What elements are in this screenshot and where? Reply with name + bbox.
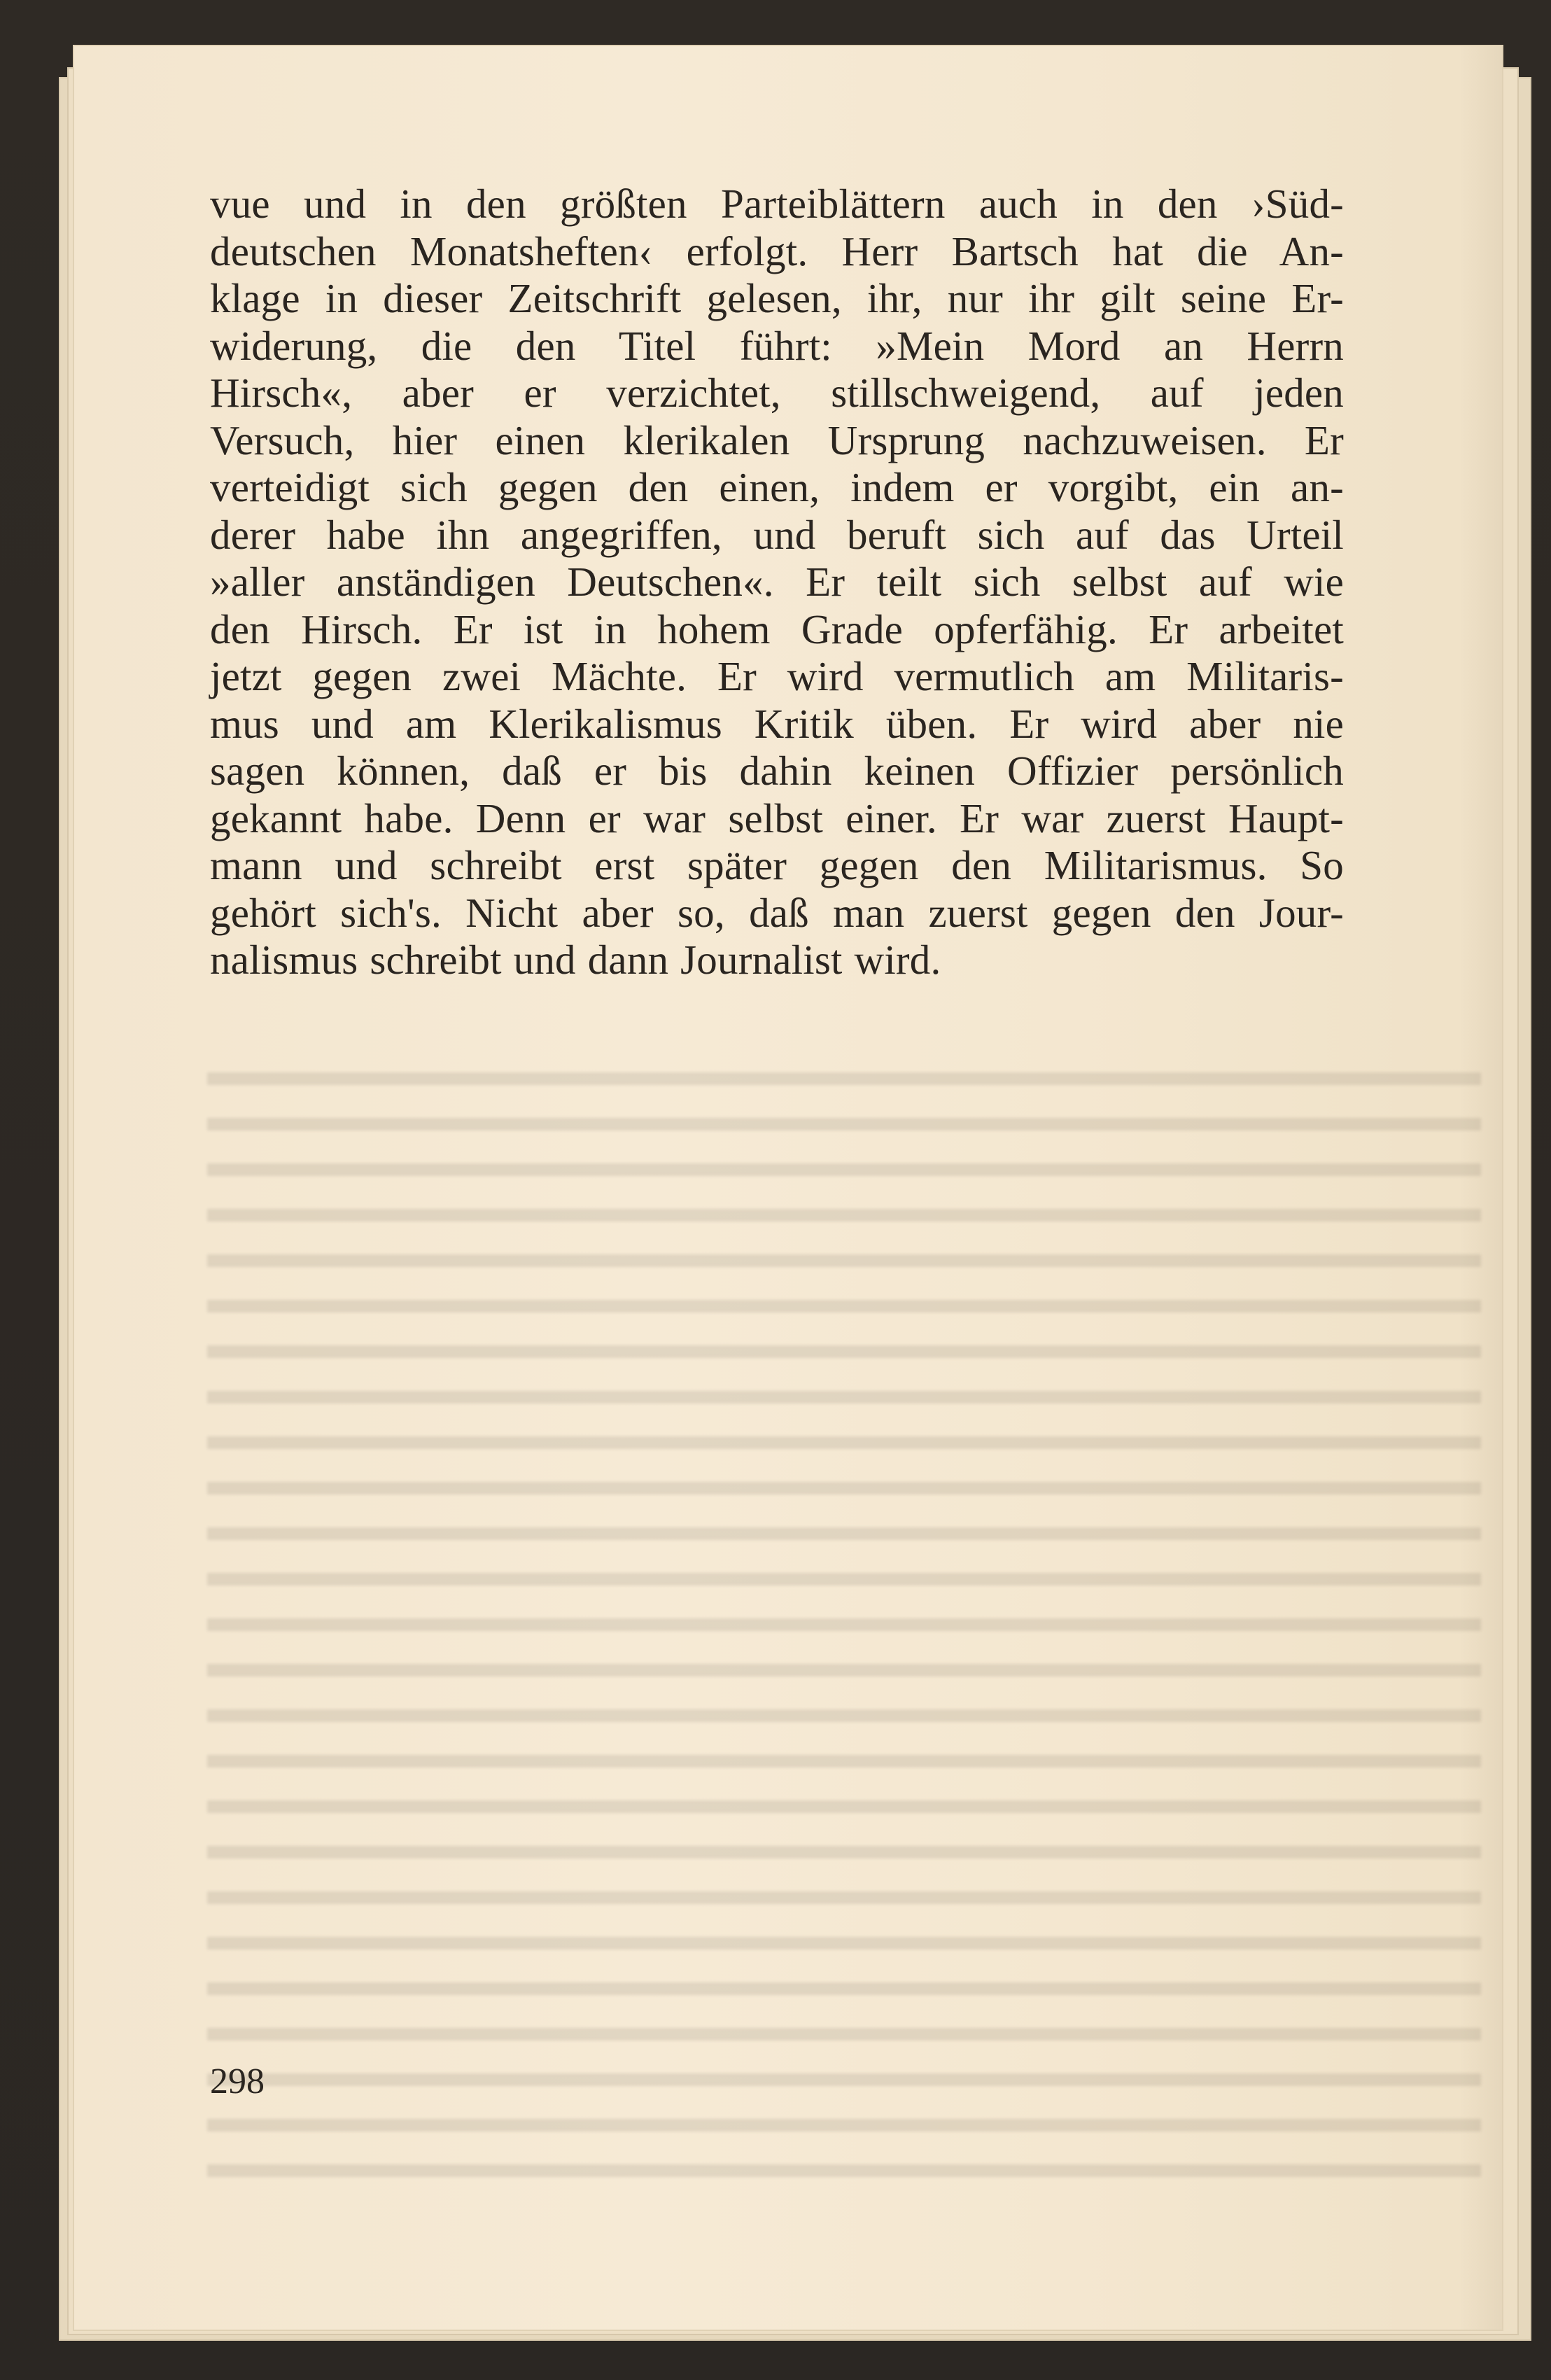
page-number: 298 — [210, 2062, 265, 2101]
show-through-texture — [207, 1054, 1481, 2202]
text-line: verteidigt sich gegen den einen, indem er vorgibt, ein an- — [210, 464, 1344, 510]
text-line: gehört sich's. Nicht aber so, daß man zuerst gegen den Jour- — [210, 889, 1344, 936]
text-line: nalismus schreibt und dann Journalist wird. — [210, 937, 941, 983]
text-line: Versuch, hier einen klerikalen Ursprung nachzuweisen. Er — [210, 416, 1344, 463]
page-edge-shadow — [1460, 46, 1502, 2330]
text-line: mann und schreibt erst später gegen den Militarismus. So — [210, 842, 1344, 888]
text-line: gekannt habe. Denn er war selbst einer. Er war zuerst Haupt- — [210, 794, 1344, 841]
text-line: den Hirsch. Er ist in hohem Grade opferfähig. Er arbeitet — [210, 606, 1344, 652]
text-line: widerung, die den Titel führt: »Mein Mord an Herrn — [210, 322, 1344, 369]
text-line: sagen können, daß er bis dahin keinen Offizier persönlich — [210, 748, 1344, 794]
text-line: »aller anständigen Deutschen«. Er teilt sich selbst auf wie — [210, 559, 1344, 605]
text-line: jetzt gegen zwei Mächte. Er wird vermutlich am Militaris- — [210, 653, 1344, 699]
text-line: derer habe ihn angegriffen, und beruft sich auf das Urteil — [210, 511, 1344, 558]
text-line: klage in dieser Zeitschrift gelesen, ihr, nur ihr gilt seine Er- — [210, 275, 1344, 321]
text-line: Hirsch«, aber er verzichtet, stillschweigend, auf jeden — [210, 370, 1344, 416]
body-text — [210, 181, 1344, 984]
text-line: mus und am Klerikalismus Kritik üben. Er wird aber nie — [210, 700, 1344, 747]
text-line: vue und in den größten Parteiblättern auch in den ›Süd- — [210, 181, 1344, 227]
text-line: deutschen Monatsheften‹ erfolgt. Herr Bartsch hat die An- — [210, 227, 1344, 274]
